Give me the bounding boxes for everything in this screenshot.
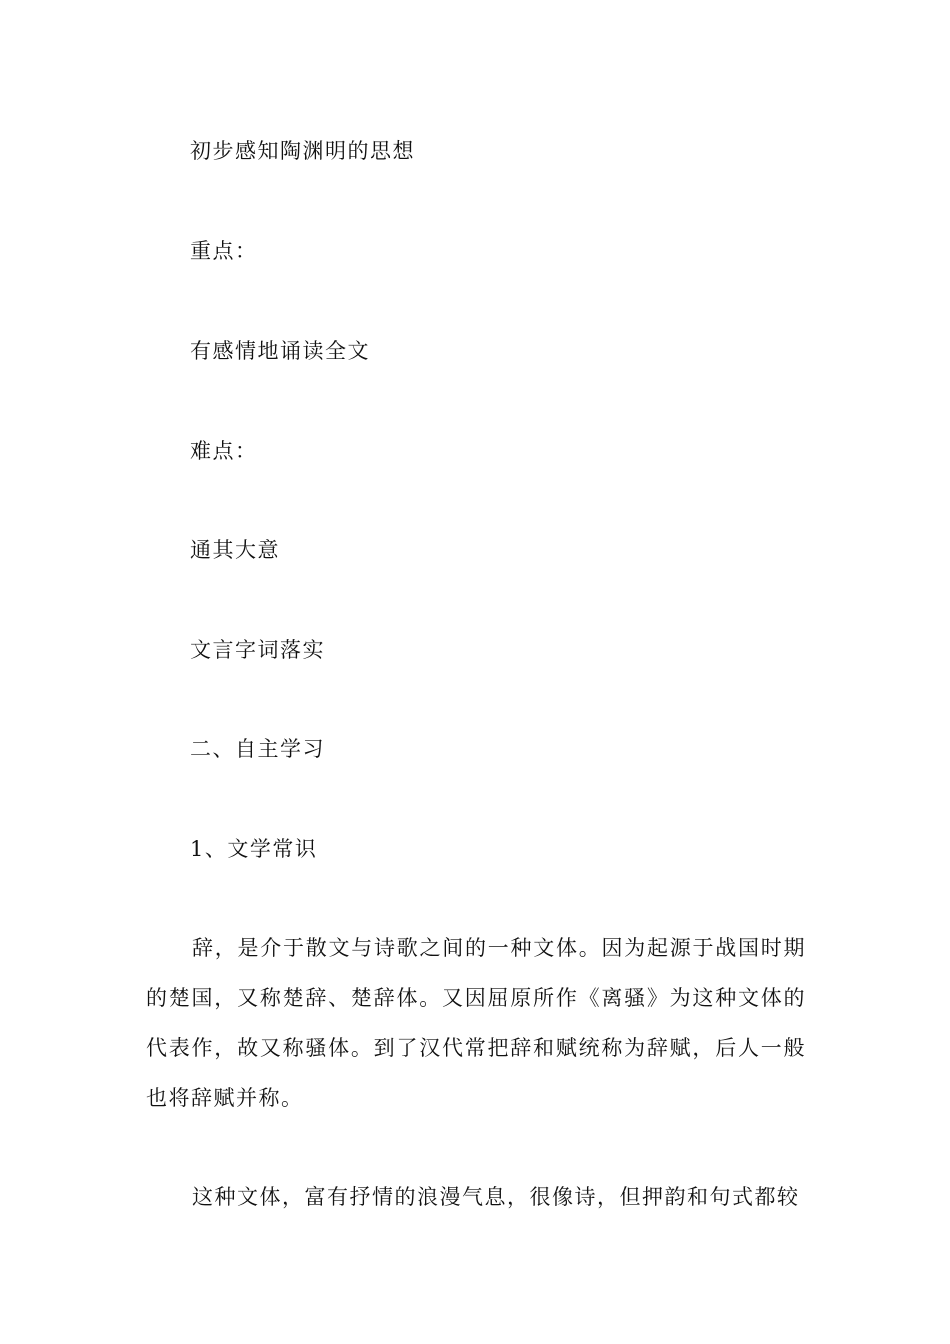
section-heading: 二、自主学习 — [190, 737, 325, 761]
body-paragraph-1: 辞，是介于散文与诗歌之间的一种文体。因为起源于战国时期的楚国，又称楚辞、楚辞体。又因屈原所作《离骚》为这种文体的代表作，故又称骚体。到了汉代常把辞和赋统称为辞赋，后人一般也将辞赋并称。 — [146, 936, 806, 1110]
subsection-heading: 1、文学常识 — [190, 837, 318, 861]
difficulty-heading: 难点： — [190, 439, 258, 463]
difficulty-text-1: 通其大意 — [190, 538, 280, 562]
objective-line: 初步感知陶渊明的思想 — [190, 139, 415, 163]
key-point-text: 有感情地诵读全文 — [190, 339, 370, 363]
difficulty-text-2: 文言字词落实 — [190, 638, 325, 662]
key-point-heading: 重点： — [190, 239, 258, 263]
body-paragraph-2: 这种文体，富有抒情的浪漫气息，很像诗，但押韵和句式都较 — [192, 1185, 800, 1209]
